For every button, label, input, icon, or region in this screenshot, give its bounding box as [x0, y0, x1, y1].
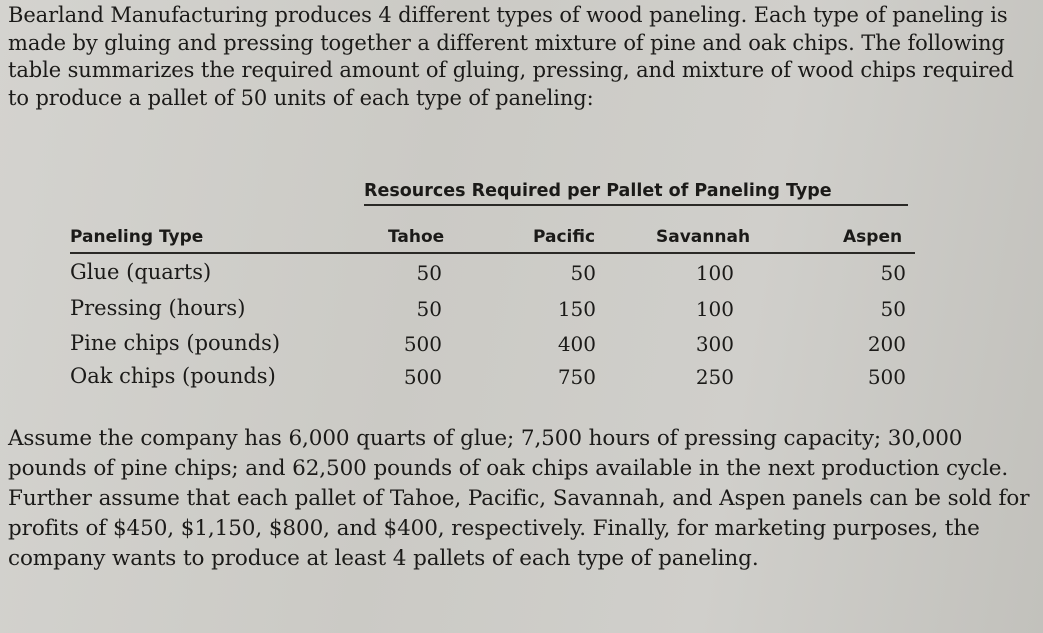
cell-glue-savannah: 100 [695, 261, 734, 285]
cell-pine-savannah: 300 [695, 332, 734, 356]
cell-oak-tahoe: 500 [403, 365, 442, 389]
cell-oak-pacific: 750 [557, 365, 596, 389]
problem-assumptions-paragraph: Assume the company has 6,000 quarts of glue; 7,500 hours of pressing capacity; 30,000 pounds of pine chips; and 62,500 pounds of oak chips available in the next production cycle. Further assume that each pallet of Tahoe, Pacific, Savannah, and Aspen panels can be sold for profits of $450, $1,150, $800, and $400, respectively. Finally, for marketing purposes, the company wants to produce at least 4 pallets of each type of paneling. [8, 426, 1030, 571]
cell-glue-aspen: 50 [880, 261, 906, 285]
cell-pressing-aspen: 50 [880, 297, 906, 321]
cell-pressing-savannah: 100 [695, 297, 734, 321]
column-header-tahoe: Tahoe [388, 227, 445, 247]
column-header-savannah: Savannah [656, 227, 751, 247]
table-header-rule [70, 252, 915, 254]
table-spanner-heading: Resources Required per Pallet of Paneling Type [364, 181, 908, 206]
cell-oak-aspen: 500 [867, 365, 906, 389]
row-label-glue: Glue (quarts) [70, 260, 212, 284]
cell-pressing-tahoe: 50 [416, 297, 442, 321]
column-header-aspen: Aspen [843, 227, 903, 247]
row-label-pine-chips: Pine chips (pounds) [70, 331, 281, 355]
cell-oak-savannah: 250 [695, 365, 734, 389]
cell-pressing-pacific: 150 [557, 297, 596, 321]
column-header-paneling-type: Paneling Type [70, 227, 204, 247]
row-label-pressing: Pressing (hours) [70, 296, 246, 320]
cell-pine-tahoe: 500 [403, 332, 442, 356]
cell-glue-tahoe: 50 [416, 261, 442, 285]
cell-pine-pacific: 400 [557, 332, 596, 356]
row-label-oak-chips: Oak chips (pounds) [70, 364, 276, 388]
column-header-pacific: Pacific [533, 227, 596, 247]
problem-intro-paragraph: Bearland Manufacturing produces 4 different types of wood paneling. Each type of paneling is made by gluing and pressing together a different mixture of pine and oak chips. The following table summarizes the required amount of gluing, pressing, and mixture of wood chips required to produce a pallet of 50 units of each type of paneling: [8, 3, 1014, 110]
cell-glue-pacific: 50 [570, 261, 596, 285]
cell-pine-aspen: 200 [867, 332, 906, 356]
